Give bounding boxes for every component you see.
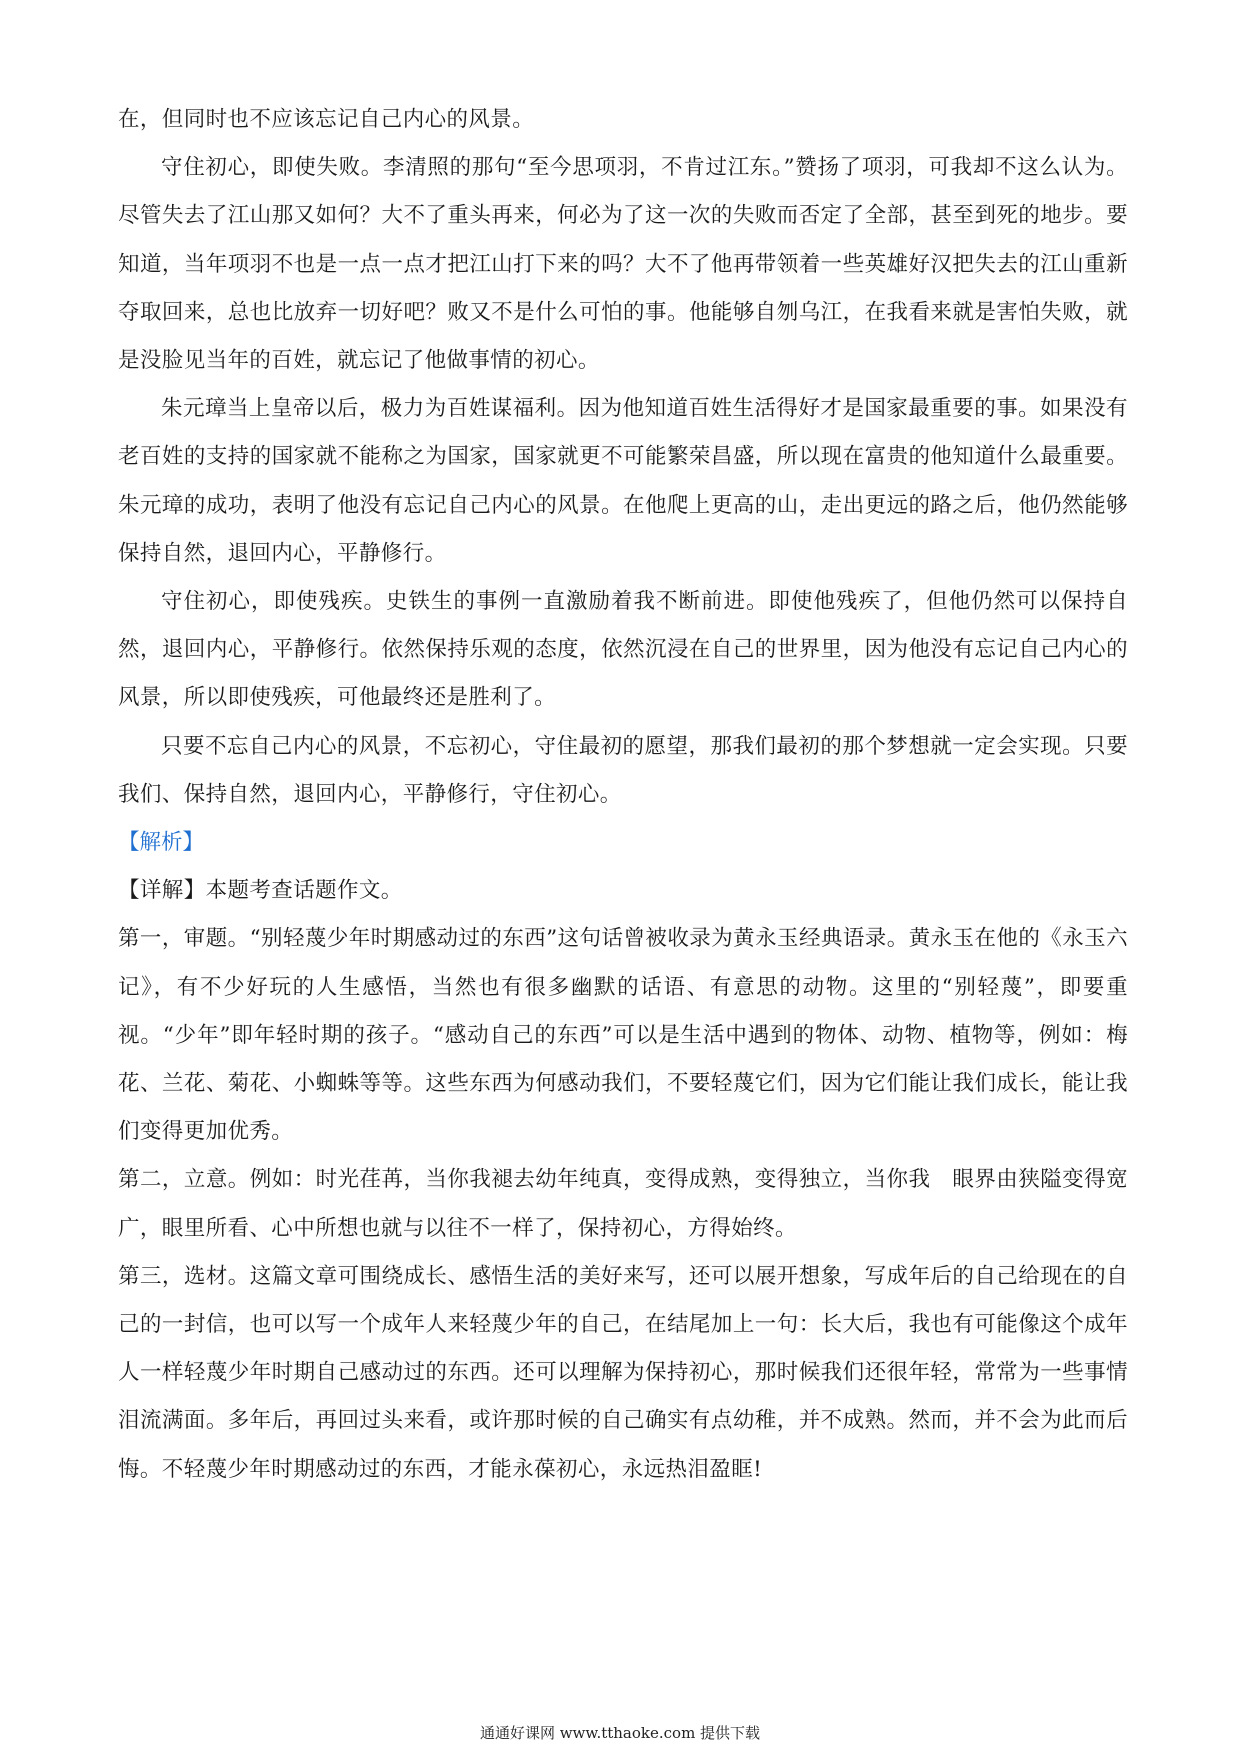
step-2: 第二，立意。例如：时光荏苒，当你我褪去幼年纯真，变得成熟，变得独立，当你我 眼界由狭隘变得宽广，眼里所看、心中所想也就与以往不一样了，保持初心，方得始终。 [118,1167,1128,1241]
paragraph-5: 只要不忘自己内心的风景，不忘初心，守住最初的愿望，那我们最初的那个梦想就一定会实现。只要我们、保持自然，退回内心，平静修行，守住初心。 [118,733,1128,807]
page-footer: 通通好课网 www.tthaoke.com 提供下载 [479,1724,761,1742]
paragraph-3: 朱元璋当上皇帝以后，极力为百姓谋福利。因为他知道百姓生活得好才是国家最重要的事。如果没有老百姓的支持的国家就不能称之为国家，国家就更不可能繁荣昌盛，所以现在富贵的他知道什么最重要。朱元璋的成功，表明了他没有忘记自己内心的风景。在他爬上更高的山，走出更远的路之后，他仍然能够保持自然，退回内心，平静修行。 [118,396,1128,566]
analysis-tag: 【解析】 [118,830,205,856]
document-body [118,96,1128,1494]
paragraph-4: 守住初心，即使残疾。史铁生的事例一直激励着我不断前进。即使他残疾了，但他仍然可以保持自然，退回内心，平静修行。依然保持乐观的态度，依然沉浸在自己的世界里，因为他没有忘记自己内心的风景，所以即使残疾，可他最终还是胜利了。 [118,589,1128,711]
detail-line: 【详解】本题考查话题作文。 [118,878,403,904]
step-3: 第三，选材。这篇文章可围绕成长、感悟生活的美好来写，还可以展开想象，写成年后的自己给现在的自己的一封信，也可以写一个成年人来轻蔑少年的自己，在结尾加上一句：长大后，我也有可能像这个成年人一样轻蔑少年时期自己感动过的东西。还可以理解为保持初心，那时候我们还很年轻，常常为一些事情泪流满面。多年后，再回过头来看，或许那时候的自己确实有点幼稚，并不成熟。然而，并不会为此而后悔。不轻蔑少年时期感动过的东西，才能永葆初心，永远热泪盈眶! [118,1263,1128,1482]
paragraph-1: 在，但同时也不应该忘记自己内心的风景。 [118,107,535,132]
paragraph-2: 守住初心，即使失败。李清照的那句“至今思项羽，不肯过江东。”赞扬了项羽，可我却不这么认为。尽管失去了江山那又如何？大不了重头再来，何必为了这一次的失败而否定了全部，甚至到死的地步。要知道，当年项羽不也是一点一点才把江山打下来的吗？大不了他再带领着一些英雄好汉把失去的江山重新夺取回来，总也比放弃一切好吧？败又不是什么可怕的事。他能够自刎乌江，在我看来就是害怕失败，就是没脸见当年的百姓，就忘记了他做事情的初心。 [118,155,1128,374]
step-1: 第一，审题。“别轻蔑少年时期感动过的东西”这句话曾被收录为黄永玉经典语录。黄永玉在他的《永玉六记》，有不少好玩的人生感悟，当然也有很多幽默的话语、有意思的动物。这里的“别轻蔑”，即要重视。“少年”即年轻时期的孩子。“感动自己的东西”可以是生活中遇到的物体、动物、植物等，例如：梅花、兰花、菊花、小蜘蛛等等。这些东西为何感动我们，不要轻蔑它们，因为它们能让我们成长，能让我们变得更加优秀。 [118,926,1128,1145]
